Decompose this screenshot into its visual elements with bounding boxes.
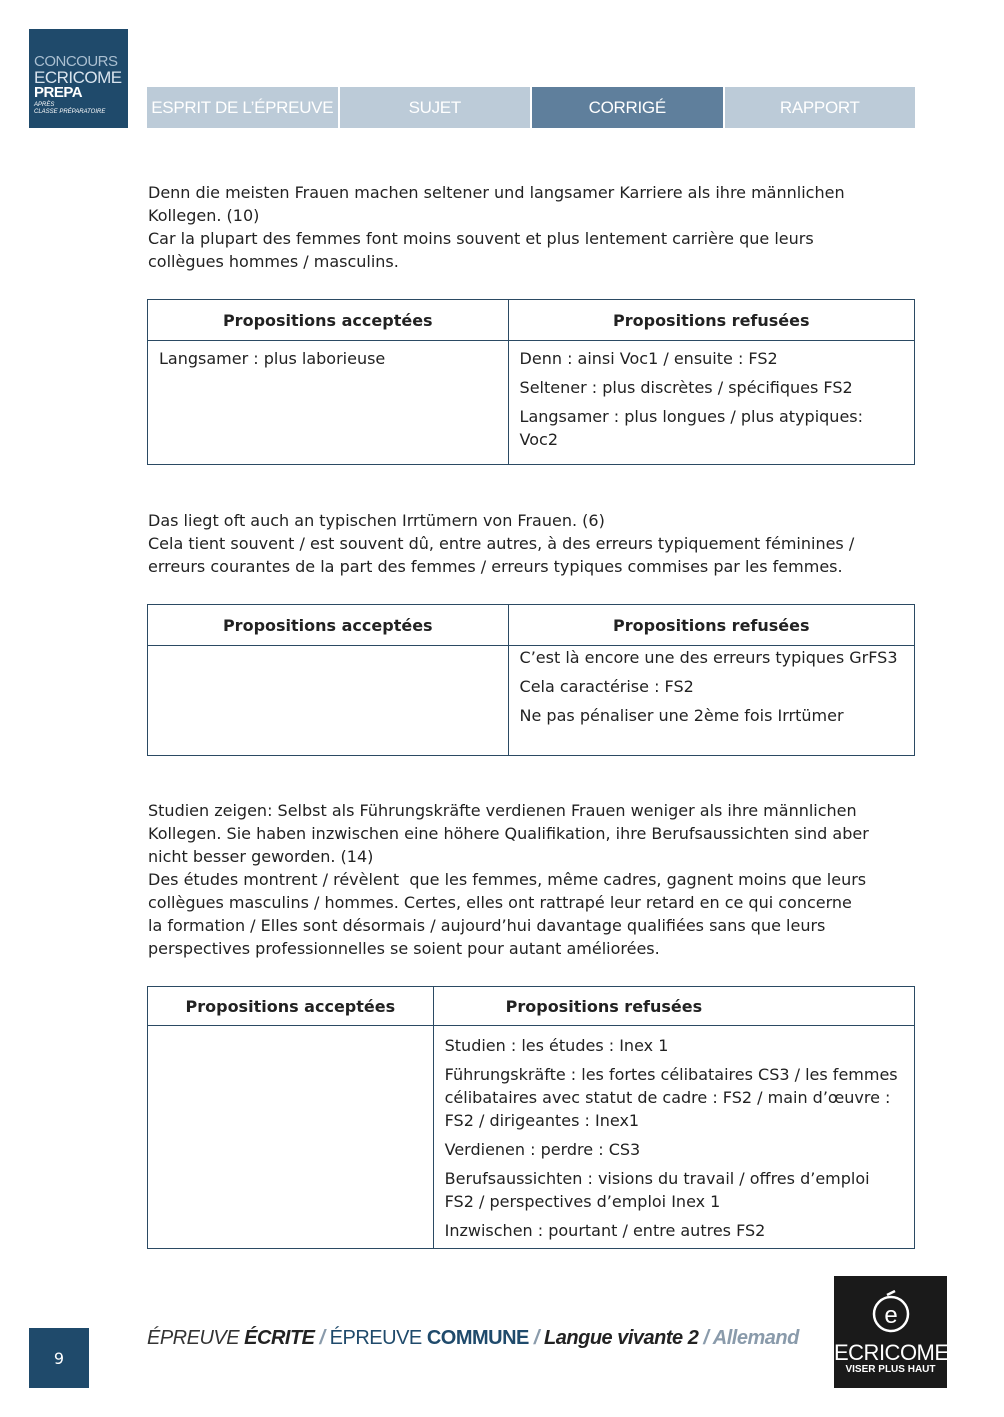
- logo-line-apres: APRÈS CLASSE PRÉPARATOIRE: [34, 102, 106, 115]
- header-refused: Propositions refusées: [508, 300, 914, 341]
- refused-cell: [508, 646, 914, 756]
- footer-langue: Langue vivante 2: [544, 1327, 699, 1349]
- header-refused: Propositions refusées: [433, 987, 914, 1026]
- german-line: Das liegt oft auch an typischen Irrtümern von Frauen. (6): [148, 511, 605, 530]
- tab-rapport[interactable]: RAPPORT: [725, 87, 916, 128]
- french-line: collègues masculins / hommes. Certes, elles ont rattrapé leur retard en ce qui concerne: [148, 893, 852, 912]
- refused-item: Seltener : plus discrètes / spécifiques FS2: [519, 378, 853, 397]
- french-line: Car la plupart des femmes font moins souvent et plus lentement carrière que leurs: [148, 229, 814, 248]
- logo-line-prepa: PREPA: [34, 84, 83, 101]
- propositions-table-1: [147, 299, 915, 465]
- refused-item: Führungskräfte : les fortes célibataires CS3 / les femmes célibataires avec statut de cadre : FS2 / main d’œuvre : FS2 / dirigeantes : Inex1: [444, 1065, 898, 1130]
- refused-item: Cela caractérise : FS2: [519, 677, 694, 696]
- french-line: la formation / Elles sont désormais / aujourd’hui davantage qualifiées sans que leurs: [148, 916, 826, 935]
- concours-logo: [29, 29, 128, 128]
- svg-text:e: e: [884, 1302, 898, 1329]
- tab-corrige[interactable]: CORRIGÉ: [532, 87, 725, 128]
- refused-item: Langsamer : plus longues / plus atypiques: Voc2: [519, 407, 864, 449]
- footer-epreuve2: ÉPREUVE: [329, 1327, 422, 1349]
- footer-exam-title: ÉPREUVE ÉCRITE / ÉPREUVE COMMUNE / Langue vivante 2 / Allemand: [147, 1327, 799, 1349]
- accepted-cell: [148, 646, 509, 756]
- sentence-3-text: [148, 799, 918, 960]
- logo-line-concours: CONCOURS: [34, 53, 118, 70]
- footer-allemand: Allemand: [712, 1327, 799, 1349]
- propositions-table-2: [147, 604, 915, 756]
- refused-cell: [433, 1026, 914, 1249]
- section-tabs: [147, 87, 915, 128]
- brand-slogan: VISER PLUS HAUT: [845, 1364, 936, 1375]
- german-line: Kollegen. (10): [148, 206, 260, 225]
- refused-cell: [508, 341, 914, 465]
- header-accepted: Propositions acceptées: [148, 300, 509, 341]
- refused-item: Denn : ainsi Voc1 / ensuite : FS2: [519, 349, 778, 368]
- footer-ecrite: ÉCRITE: [244, 1327, 315, 1349]
- footer-commune: COMMUNE: [426, 1327, 529, 1349]
- french-line: Cela tient souvent / est souvent dû, entre autres, à des erreurs typiquement féminines /: [148, 534, 855, 553]
- refused-item: Verdienen : perdre : CS3: [444, 1140, 641, 1159]
- french-line: perspectives professionnelles se soient pour autant améliorées.: [148, 939, 660, 958]
- logo-line-ecricome: ECRICOME: [34, 68, 122, 87]
- french-line: collègues hommes / masculins.: [148, 252, 399, 271]
- header-refused: Propositions refusées: [508, 605, 914, 646]
- propositions-table-3: [147, 986, 915, 1249]
- accepted-cell: [148, 341, 509, 465]
- ecricome-logo: [834, 1276, 947, 1388]
- header-accepted: Propositions acceptées: [148, 605, 509, 646]
- refused-item: Ne pas pénaliser une 2ème fois Irrtümer: [519, 706, 844, 725]
- accepted-cell: [148, 1026, 434, 1249]
- refused-item: C’est là encore une des erreurs typiques GrFS3: [519, 648, 898, 667]
- french-line: Des études montrent / révèlent que les femmes, même cadres, gagnent moins que leurs: [148, 870, 867, 889]
- header-accepted: Propositions acceptées: [148, 987, 434, 1026]
- refused-item: Berufsaussichten : visions du travail / offres d’emploi FS2 / perspectives d’emploi Inex 1: [444, 1169, 870, 1211]
- german-line: Studien zeigen: Selbst als Führungskräfte verdienen Frauen weniger als ihre männlichen: [148, 801, 857, 820]
- tab-sujet[interactable]: SUJET: [340, 87, 533, 128]
- refused-item: Studien : les études : Inex 1: [444, 1036, 669, 1055]
- sentence-2-text: [148, 509, 918, 578]
- page-number: 9: [29, 1328, 89, 1388]
- sentence-1-text: [148, 181, 918, 273]
- accepted-item: Langsamer : plus laborieuse: [159, 349, 386, 368]
- brand-name: ECRICOME: [834, 1340, 949, 1365]
- ecricome-e-icon: [871, 1290, 911, 1334]
- french-line: erreurs courantes de la part des femmes / erreurs typiques commises par les femmes.: [148, 557, 843, 576]
- refused-item: Inzwischen : pourtant / entre autres FS2: [444, 1221, 766, 1240]
- german-line: nicht besser geworden. (14): [148, 847, 374, 866]
- tab-esprit-epreuve[interactable]: ESPRIT DE L’ÉPREUVE: [147, 87, 340, 128]
- footer-epreuve: ÉPREUVE: [147, 1327, 240, 1349]
- german-line: Kollegen. Sie haben inzwischen eine höhere Qualifikation, ihre Berufsaussichten sind aber: [148, 824, 869, 843]
- german-line: Denn die meisten Frauen machen seltener und langsamer Karriere als ihre männlichen: [148, 183, 845, 202]
